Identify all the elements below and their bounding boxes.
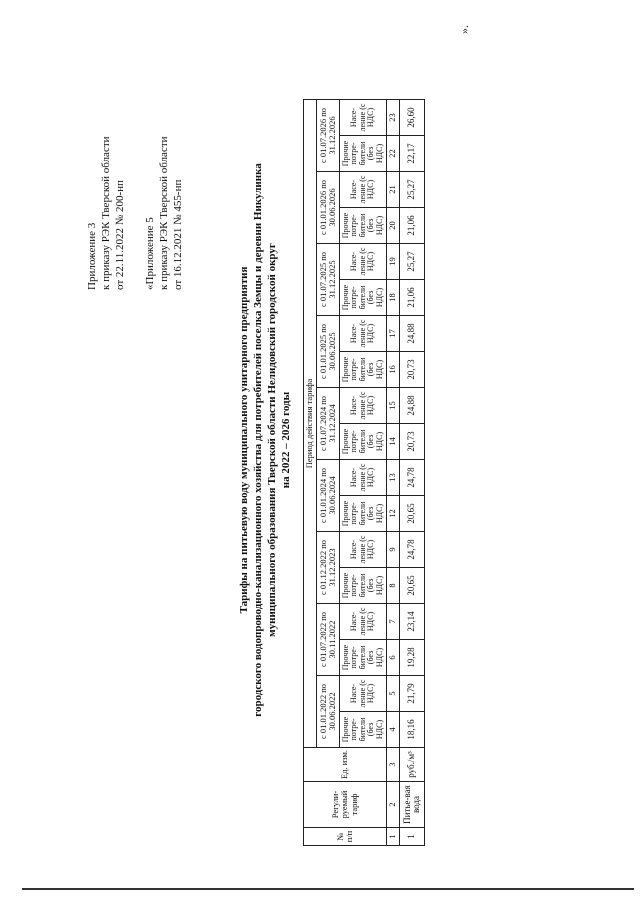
period-cell: с 01.07.2024 по 31.12.2024 — [317, 388, 340, 460]
tariff-value: 20,65 — [400, 496, 425, 532]
header-period-group: Период действия тарифа — [304, 100, 317, 748]
document-title — [237, 20, 293, 860]
col-number: 7 — [387, 604, 400, 640]
appendix-header-new — [85, 20, 127, 290]
period-cell: с 01.07.2025 по 31.12.2025 — [317, 244, 340, 316]
col-number: 3 — [387, 748, 400, 782]
bottom-divider — [22, 888, 634, 890]
tariff-value: 23,14 — [400, 604, 425, 640]
sub-other: Прочие потре-бители (без НДС) — [340, 568, 387, 604]
subheader-row — [340, 100, 387, 846]
col-number: 23 — [387, 100, 400, 136]
col-number: 8 — [387, 568, 400, 604]
sub-population: Насе-ление (с НДС) — [340, 172, 387, 208]
col-number: 18 — [387, 280, 400, 316]
col-number: 2 — [387, 782, 400, 828]
title-line: муниципального образования Тверской области Нелидовский городской округ — [266, 243, 278, 637]
sub-population: Насе-ление (с НДС) — [340, 460, 387, 496]
appendix-number: Приложение 3 — [86, 222, 98, 290]
period-cell: с 01.07.2026 по 31.12.2026 — [317, 100, 340, 172]
tariff-value: 21,06 — [400, 280, 425, 316]
sub-population: Насе-ление (с НДС) — [340, 100, 387, 136]
tariff-value: 20,65 — [400, 568, 425, 604]
sub-other: Прочие потре-бители (без НДС) — [340, 640, 387, 676]
period-cell: с 01.01.2024 по 30.06.2024 — [317, 460, 340, 532]
tariff-value: 20,73 — [400, 424, 425, 460]
col-number: 20 — [387, 208, 400, 244]
row-unit: руб./м³ — [400, 748, 425, 782]
sub-population: Насе-ление (с НДС) — [340, 244, 387, 280]
col-number: 14 — [387, 424, 400, 460]
sub-other: Прочие потре-бители (без НДС) — [340, 136, 387, 172]
sub-other: Прочие потре-бители (без НДС) — [340, 712, 387, 748]
closing-quote: ». — [457, 25, 471, 34]
col-number: 4 — [387, 712, 400, 748]
col-number: 21 — [387, 172, 400, 208]
tariff-value: 24,88 — [400, 388, 425, 424]
sub-population: Насе-ление (с НДС) — [340, 388, 387, 424]
tariff-value: 21,79 — [400, 676, 425, 712]
sub-other: Прочие потре-бители (без НДС) — [340, 208, 387, 244]
col-number: 16 — [387, 352, 400, 388]
tariff-table — [303, 99, 425, 846]
period-cell: с 01.01.2025 по 30.06.2025 — [317, 316, 340, 388]
col-number: 17 — [387, 316, 400, 352]
col-number: 5 — [387, 676, 400, 712]
row-number: 1 — [400, 828, 425, 846]
appendix-number: «Приложение 5 — [144, 217, 156, 290]
column-number-row — [387, 100, 400, 846]
sub-other: Прочие потре-бители (без НДС) — [340, 496, 387, 532]
tariff-value: 25,27 — [400, 244, 425, 280]
tariff-value: 24,88 — [400, 316, 425, 352]
col-number: 13 — [387, 460, 400, 496]
title-line: городского водопроводно-канализационного хозяйства для потребителей поселка Земцы и деревни Никулинка — [252, 163, 264, 717]
appendix-order-date: от 16.12.2021 № 455-нп — [172, 179, 184, 290]
sub-population: Насе-ление (с НДС) — [340, 676, 387, 712]
sub-population: Насе-ление (с НДС) — [340, 316, 387, 352]
sub-population: Насе-ление (с НДС) — [340, 532, 387, 568]
col-number: 19 — [387, 244, 400, 280]
period-cell: с 01.01.2026 по 30.06.2026 — [317, 172, 340, 244]
col-number: 12 — [387, 496, 400, 532]
appendix-order-ref: к приказу РЭК Тверской области — [100, 136, 112, 290]
period-row — [317, 100, 340, 846]
sub-population: Насе-ление (с НДС) — [340, 604, 387, 640]
appendix-header-old — [143, 20, 185, 290]
rotated-sheet — [85, 20, 555, 860]
col-number: 6 — [387, 640, 400, 676]
period-cell: с 01.12.2022 по 31.12.2023 — [317, 532, 340, 604]
sub-other: Прочие потре-бители (без НДС) — [340, 352, 387, 388]
tariff-value: 24,78 — [400, 532, 425, 568]
tariff-value: 21,06 — [400, 208, 425, 244]
sub-other: Прочие потре-бители (без НДС) — [340, 280, 387, 316]
appendix-order-ref: к приказу РЭК Тверской области — [158, 136, 170, 290]
col-number: 9 — [387, 532, 400, 568]
title-line: на 2022 – 2026 годы — [280, 391, 292, 489]
header-no: № п/п — [304, 828, 387, 846]
col-number: 22 — [387, 136, 400, 172]
tariff-value: 18,16 — [400, 712, 425, 748]
header-row — [304, 100, 317, 846]
tariff-value: 24,78 — [400, 460, 425, 496]
tariff-value: 26,60 — [400, 100, 425, 136]
sub-other: Прочие потре-бители (без НДС) — [340, 424, 387, 460]
header-unit: Ед. изм. — [304, 748, 387, 782]
period-cell: с 01.01.2022 по 30.06.2022 — [317, 676, 340, 748]
period-cell: с 01.07.2022 по 30.11.2022 — [317, 604, 340, 676]
header-tariff: Регули-руемый тариф — [304, 782, 387, 828]
tariff-value: 19,28 — [400, 640, 425, 676]
table-row — [400, 100, 425, 846]
row-tariff-name: Питье-вая вода — [400, 782, 425, 828]
col-number: 15 — [387, 388, 400, 424]
title-line: Тарифы на питьевую воду муниципального унитарного предприятия — [238, 266, 250, 614]
appendix-order-date: от 22.11.2022 № 200-нп — [114, 180, 126, 290]
tariff-value: 22,17 — [400, 136, 425, 172]
tariff-value: 25,27 — [400, 172, 425, 208]
col-number: 1 — [387, 828, 400, 846]
tariff-value: 20,73 — [400, 352, 425, 388]
